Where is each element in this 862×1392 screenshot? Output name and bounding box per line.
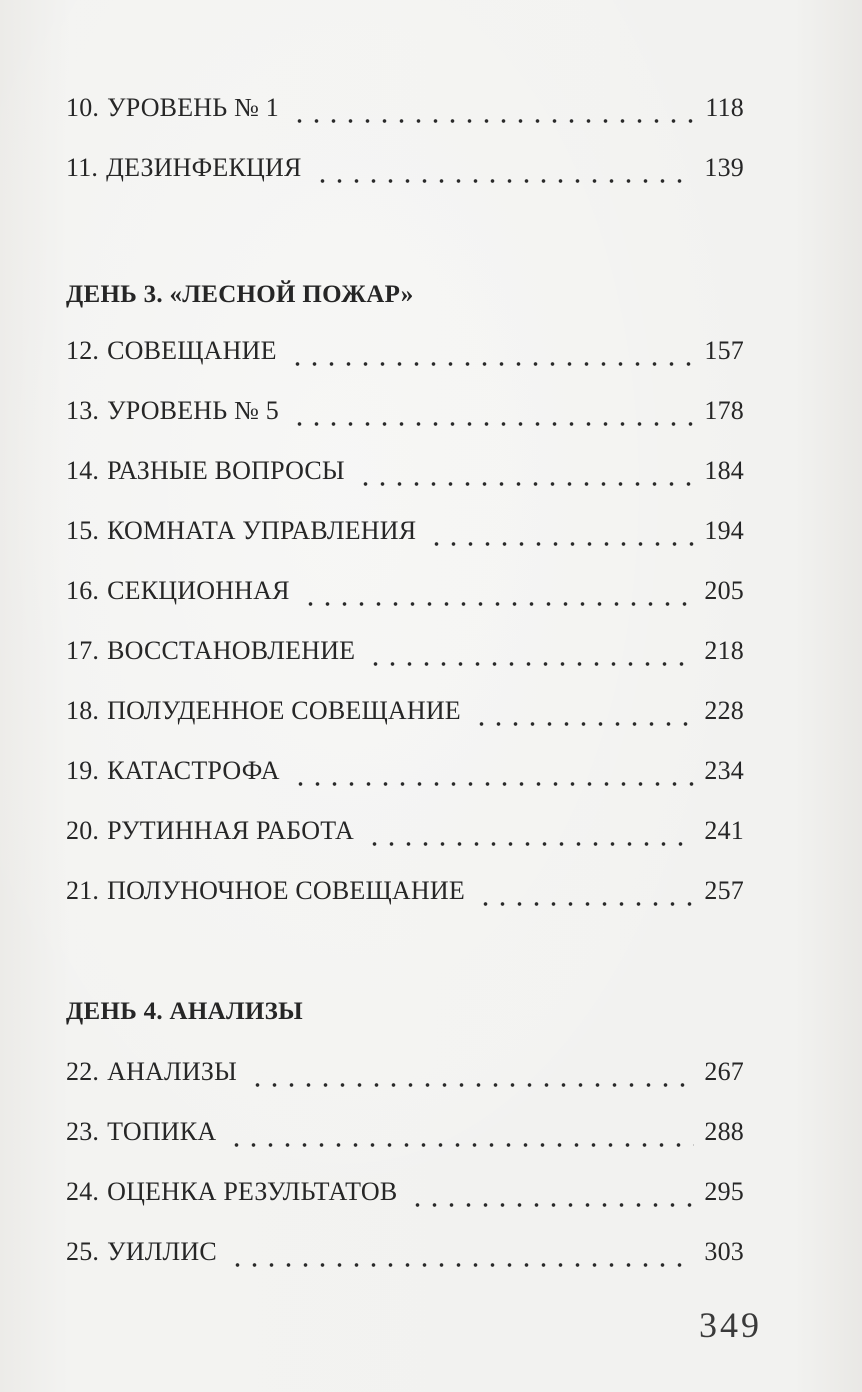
entry-number: 10.: [66, 93, 100, 122]
dot-leader: [477, 902, 694, 906]
dot-leader: [291, 119, 694, 123]
toc-entry: [66, 396, 744, 436]
entry-page-number: 178: [704, 396, 744, 425]
entry-page-number: 234: [704, 756, 744, 785]
entry-page-number: 228: [704, 696, 744, 725]
dot-leader: [357, 482, 694, 486]
entry-number: 20.: [66, 816, 100, 845]
entry-title: ПОЛУНОЧНОЕ СОВЕЩАНИЕ: [107, 876, 465, 905]
dot-leader: [249, 1083, 694, 1087]
entry-number: 22.: [66, 1057, 100, 1086]
entry-title: КАТАСТРОФА: [107, 756, 280, 785]
toc-entry: [66, 1117, 744, 1157]
entry-title: ОЦЕНКА РЕЗУЛЬТАТОВ: [107, 1177, 398, 1206]
dot-leader: [409, 1203, 694, 1207]
toc-entry: [66, 1057, 744, 1097]
entry-page-number: 295: [704, 1177, 744, 1206]
dot-leader: [473, 722, 694, 726]
entry-number: 19.: [66, 756, 100, 785]
dot-leader: [289, 362, 694, 366]
toc-entry: [66, 756, 744, 796]
toc-entry: [66, 456, 744, 496]
toc-entry: [66, 336, 744, 376]
entry-title: ПОЛУДЕННОЕ СОВЕЩАНИЕ: [107, 696, 461, 725]
entry-title: КОМНАТА УПРАВЛЕНИЯ: [107, 516, 417, 545]
entry-page-number: 288: [704, 1117, 744, 1146]
entry-page-number: 194: [704, 516, 744, 545]
entry-title: ВОССТАНОВЛЕНИЕ: [107, 636, 356, 665]
dot-leader: [229, 1263, 694, 1267]
toc-entry: [66, 1237, 744, 1277]
toc-entry: [66, 816, 744, 856]
entry-title: РУТИННАЯ РАБОТА: [107, 816, 354, 845]
entry-number: 24.: [66, 1177, 100, 1206]
entry-page-number: 241: [704, 816, 744, 845]
entry-number: 11.: [66, 153, 99, 182]
dot-leader: [291, 422, 694, 426]
dot-leader: [428, 542, 694, 546]
entry-title: СОВЕЩАНИЕ: [107, 336, 277, 365]
entry-number: 14.: [66, 456, 100, 485]
entry-number: 17.: [66, 636, 100, 665]
entry-number: 21.: [66, 876, 100, 905]
dot-leader: [366, 842, 694, 846]
entry-number: 25.: [66, 1237, 100, 1266]
entry-number: 18.: [66, 696, 100, 725]
entry-number: 23.: [66, 1117, 100, 1146]
entry-page-number: 184: [704, 456, 744, 485]
entry-number: 12.: [66, 336, 100, 365]
entry-page-number: 303: [704, 1237, 744, 1266]
entry-page-number: 267: [704, 1057, 744, 1086]
dot-leader: [314, 179, 694, 183]
entry-number: 16.: [66, 576, 100, 605]
toc-entry: [66, 1177, 744, 1217]
entry-title: УРОВЕНЬ № 1: [107, 93, 280, 122]
entry-title: РАЗНЫЕ ВОПРОСЫ: [107, 456, 345, 485]
toc-entry: [66, 516, 744, 556]
dot-leader: [228, 1143, 694, 1147]
entry-page-number: 205: [704, 576, 744, 605]
entry-page-number: 257: [704, 876, 744, 905]
dot-leader: [292, 782, 694, 786]
entry-title: АНАЛИЗЫ: [107, 1057, 237, 1086]
section-heading-day-4: ДЕНЬ 4. АНАЛИЗЫ: [66, 998, 303, 1025]
toc-entry: [66, 876, 744, 916]
dot-leader: [302, 602, 694, 606]
entry-title: СЕКЦИОННАЯ: [107, 576, 290, 605]
toc-entry: [66, 576, 744, 616]
entry-title: УРОВЕНЬ № 5: [107, 396, 280, 425]
entry-page-number: 118: [705, 93, 744, 122]
entry-number: 15.: [66, 516, 100, 545]
page-folio-number: 349: [699, 1305, 762, 1345]
entry-number: 13.: [66, 396, 100, 425]
toc-entry: [66, 636, 744, 676]
section-heading-day-3: ДЕНЬ 3. «ЛЕСНОЙ ПОЖАР»: [66, 281, 414, 308]
entry-page-number: 218: [704, 636, 744, 665]
entry-title: УИЛЛИС: [107, 1237, 217, 1266]
toc-entry: [66, 696, 744, 736]
toc-entry: [66, 93, 744, 133]
entry-page-number: 139: [704, 153, 744, 182]
entry-title: ТОПИКА: [107, 1117, 217, 1146]
entry-page-number: 157: [704, 336, 744, 365]
entry-title: ДЕЗИНФЕКЦИЯ: [106, 153, 302, 182]
dot-leader: [367, 662, 694, 666]
toc-entry: [66, 153, 744, 193]
